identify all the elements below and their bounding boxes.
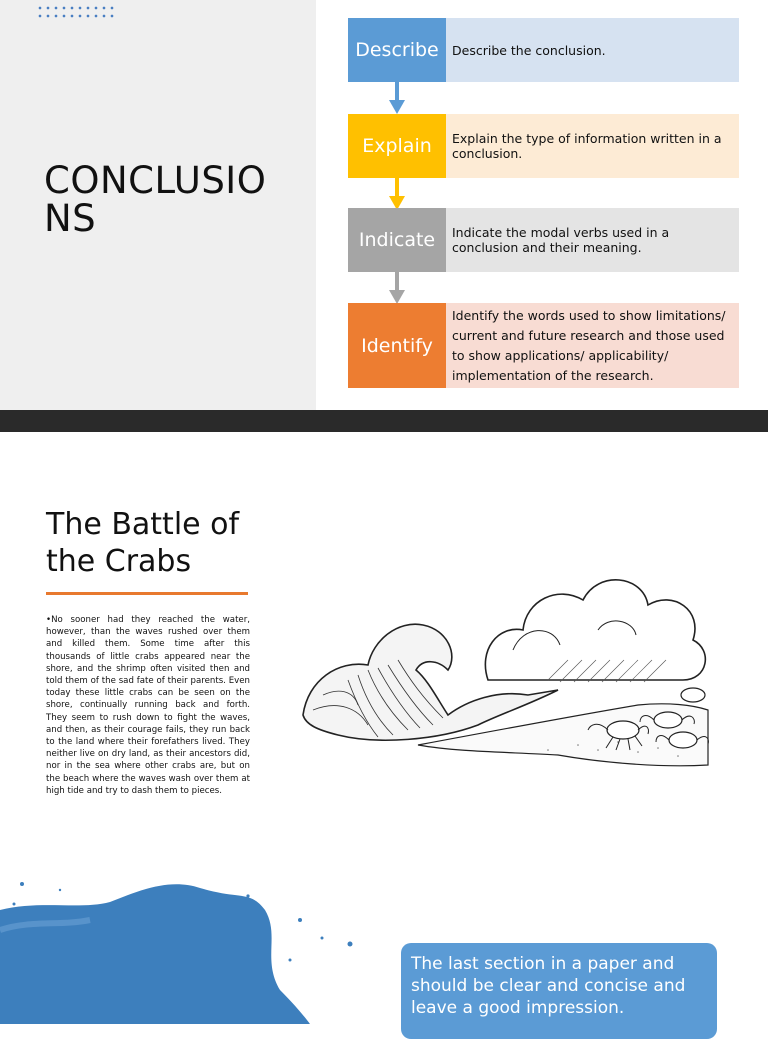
step-describe — [348, 18, 739, 82]
step-description: Describe the conclusion. — [446, 18, 739, 82]
step-key: Identify — [348, 303, 446, 388]
step-key: Indicate — [348, 208, 446, 272]
slide-conclusions — [0, 0, 768, 410]
arrow-down-icon — [389, 178, 405, 210]
step-description: Indicate the modal verbs used in a conclusion and their meaning. — [446, 208, 739, 272]
step-description: Explain the type of information written in a conclusion. — [446, 114, 739, 178]
slide-title: The Battle of the Crabs — [46, 507, 240, 579]
arrow-down-icon — [389, 82, 405, 114]
step-identify — [348, 303, 739, 388]
step-key: Explain — [348, 114, 446, 178]
story-text: •No sooner had they reached the water, however, than the waves rushed over them and killed them. Some time after this thousands of little crabs appeared near the shore, and the shrimp often visited then and told them of the sad fate of their parents. Even today these little crabs can be seen on the shore, continually running back and forth. They seem to rush down to fight the waves, and then, as their courage fails, they run back to the land where their forefathers lived. They neither live on dry land, as their ancestors did, nor in the sea where other crabs are, but on the beach where the waves wash over them at high tide and try to dash them to pieces. — [46, 615, 250, 796]
slide-title: CONCLUSIO NS — [44, 159, 267, 240]
step-explain — [348, 114, 739, 178]
callout-box — [401, 943, 717, 1039]
step-description: Identify the words used to show limitations/ current and future research and those used to show applications/ applicability/ implementation of the research. — [446, 303, 739, 388]
callout-text: The last section in a paper and should be clear and concise and leave a good impression. — [411, 954, 686, 1018]
dot-pattern-decoration — [36, 4, 116, 22]
wave-and-crabs-illustration — [298, 530, 718, 780]
step-indicate — [348, 208, 739, 272]
arrow-down-icon — [389, 272, 405, 304]
slide-divider — [0, 410, 768, 432]
left-panel — [0, 0, 316, 410]
step-key: Describe — [348, 18, 446, 82]
title-underline — [46, 592, 248, 595]
